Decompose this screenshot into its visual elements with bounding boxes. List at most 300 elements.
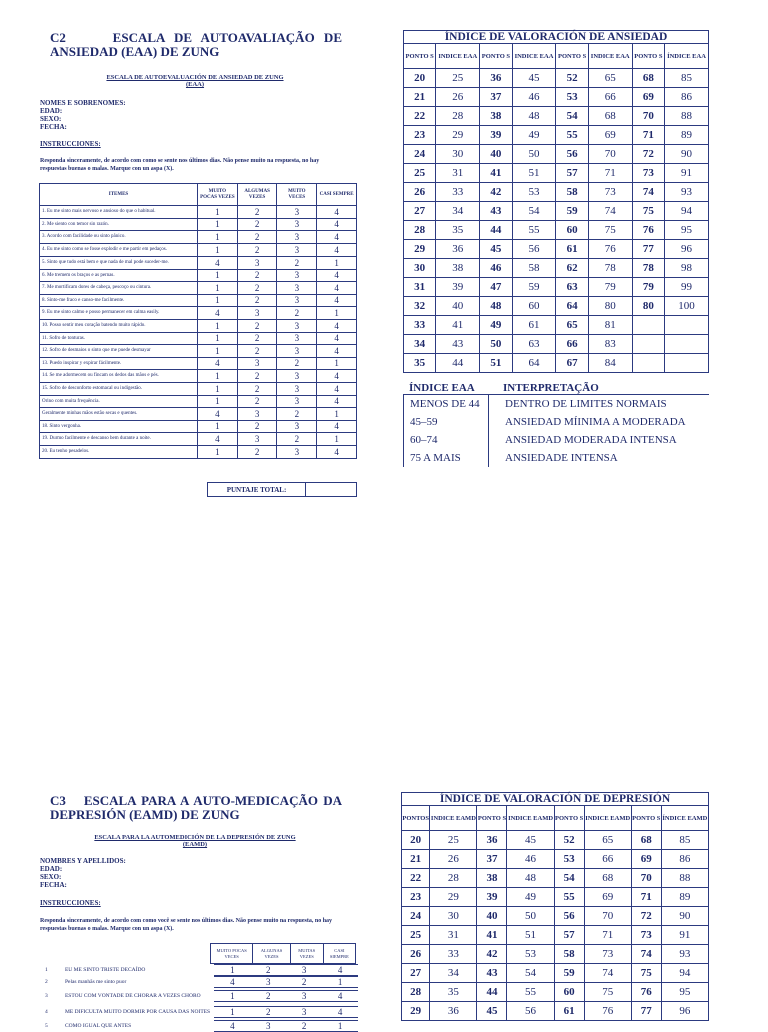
- item-number: 2: [45, 979, 48, 985]
- index-cell: 54: [512, 202, 556, 221]
- index-column-header: PONTOS: [402, 806, 430, 831]
- score-option[interactable]: 3: [277, 282, 317, 295]
- score-option[interactable]: 2: [237, 269, 277, 282]
- points-cell: 58: [556, 183, 588, 202]
- points-cell: [632, 316, 664, 335]
- index-cell: 35: [436, 221, 480, 240]
- points-cell: 22: [404, 107, 436, 126]
- item-text: Pelas manhãs me sinto puor: [64, 979, 127, 985]
- table-row: [404, 278, 709, 297]
- interp-text: ANSIEDAD MODERADA INTENSA: [505, 434, 677, 446]
- index-cell: 79: [588, 278, 632, 297]
- score-option[interactable]: 2: [237, 395, 277, 408]
- score-option[interactable]: 3: [277, 269, 317, 282]
- index-column-header: PONTO S: [477, 806, 507, 831]
- points-cell: 42: [477, 945, 507, 964]
- score-option[interactable]: 2: [237, 294, 277, 307]
- index-cell: 56: [507, 1002, 554, 1021]
- score-option[interactable]: 3: [277, 345, 317, 358]
- index-cell: 75: [588, 221, 632, 240]
- score-option[interactable]: 3: [286, 990, 322, 1002]
- table-row: [404, 69, 709, 88]
- score-option[interactable]: 2: [277, 307, 317, 320]
- points-cell: 35: [404, 354, 436, 373]
- item-text: 8. Sinto-me fraco e canso-me facilmente.: [40, 294, 198, 307]
- index-cell: 65: [584, 831, 631, 850]
- table-row: [404, 126, 709, 145]
- index-cell: 45: [512, 69, 556, 88]
- score-option[interactable]: 2: [237, 243, 277, 256]
- points-cell: 25: [402, 926, 430, 945]
- score-option[interactable]: 1: [197, 332, 237, 345]
- index-cell: 28: [430, 869, 477, 888]
- points-cell: 54: [554, 869, 584, 888]
- score-option[interactable]: 3: [277, 231, 317, 244]
- index-cell: 69: [584, 888, 631, 907]
- dep-index: [401, 792, 709, 1021]
- c3-header-some: ALGUNAS VEZES: [253, 944, 291, 964]
- c3-title-line2: DEPRESIÓN (EAMD) DE ZUNG: [50, 807, 240, 822]
- score-option[interactable]: 2: [237, 370, 277, 383]
- index-column-header: INDICE EAMD: [584, 806, 631, 831]
- table-row: [40, 332, 357, 345]
- list-item: [40, 964, 358, 976]
- table-row: [402, 983, 709, 1002]
- points-cell: 39: [480, 126, 512, 145]
- score-option[interactable]: 4: [214, 976, 250, 988]
- index-cell: 29: [436, 126, 480, 145]
- score-option[interactable]: 4: [322, 964, 358, 976]
- index-cell: 93: [664, 183, 708, 202]
- table-row: [40, 357, 357, 370]
- c3-field-sex: SEXO:: [40, 873, 62, 881]
- index-cell: 39: [436, 278, 480, 297]
- score-option[interactable]: 2: [237, 332, 277, 345]
- index-cell: 50: [512, 145, 556, 164]
- item-text: 13. Puedo inspirar y expirar fácilmente.: [40, 357, 198, 370]
- score-option[interactable]: 2: [237, 231, 277, 244]
- c3-header-few: MUITO POCAS VECES: [211, 944, 253, 964]
- score-option[interactable]: 4: [317, 269, 357, 282]
- points-cell: 28: [402, 983, 430, 1002]
- score-option[interactable]: 2: [277, 408, 317, 421]
- c3-header-table: [210, 943, 356, 964]
- points-cell: 53: [554, 850, 584, 869]
- score-option[interactable]: 2: [277, 433, 317, 446]
- c3-subtitle: [60, 834, 330, 848]
- points-cell: 49: [480, 316, 512, 335]
- points-cell: 71: [632, 126, 664, 145]
- list-item: [40, 1020, 358, 1032]
- score-option[interactable]: 1: [317, 256, 357, 269]
- points-cell: 71: [631, 888, 661, 907]
- score-option[interactable]: 4: [197, 357, 237, 370]
- table-row: [40, 383, 357, 396]
- table-row: [404, 202, 709, 221]
- index-cell: 93: [661, 945, 708, 964]
- item-text: Geralmente minhas mãos estão secas e quentes.: [40, 408, 198, 421]
- item-text: EU ME SINTO TRISTE DECAÍDO: [64, 967, 146, 973]
- score-option[interactable]: 4: [197, 433, 237, 446]
- score-option[interactable]: 1: [197, 320, 237, 333]
- points-cell: 26: [404, 183, 436, 202]
- c2-header-few: MUITO POCAS VEZES: [197, 184, 237, 206]
- index-cell: 83: [588, 335, 632, 354]
- item-text: 1. Eu me sinto mais nervoso e ansioso do que o habitual.: [40, 206, 198, 219]
- table-row: [40, 307, 357, 320]
- index-cell: 51: [507, 926, 554, 945]
- table-row: [404, 88, 709, 107]
- score-option[interactable]: 4: [317, 383, 357, 396]
- score-option[interactable]: 2: [237, 383, 277, 396]
- item-text: 7. Me mortificam dores de cabeça, pescoço ou cintura.: [40, 282, 198, 295]
- points-cell: 56: [556, 145, 588, 164]
- index-cell: 74: [584, 964, 631, 983]
- points-cell: 43: [480, 202, 512, 221]
- index-cell: 53: [507, 945, 554, 964]
- interp-range: 45–59: [404, 413, 489, 431]
- score-option[interactable]: 4: [197, 256, 237, 269]
- points-cell: 77: [632, 240, 664, 259]
- score-option[interactable]: 1: [197, 269, 237, 282]
- index-cell: 71: [588, 164, 632, 183]
- index-cell: 76: [584, 1002, 631, 1021]
- score-option[interactable]: 2: [237, 282, 277, 295]
- points-cell: 52: [554, 831, 584, 850]
- index-cell: 66: [584, 850, 631, 869]
- score-option[interactable]: 3: [237, 408, 277, 421]
- points-cell: 31: [404, 278, 436, 297]
- score-option[interactable]: 1: [197, 345, 237, 358]
- table-row: [40, 256, 357, 269]
- c3-header-always: CASI SIEMPRE: [323, 944, 355, 964]
- index-cell: 75: [584, 983, 631, 1002]
- score-option[interactable]: 1: [322, 976, 358, 988]
- table-row: [404, 164, 709, 183]
- index-cell: 80: [588, 297, 632, 316]
- index-cell: 46: [507, 850, 554, 869]
- item-text: 4. Eu me sinto como se fosse explodir e me partir em pedaços.: [40, 243, 198, 256]
- score-option[interactable]: 2: [286, 976, 322, 988]
- index-cell: 33: [430, 945, 477, 964]
- points-cell: 53: [556, 88, 588, 107]
- score-option[interactable]: 3: [277, 294, 317, 307]
- points-cell: 73: [632, 164, 664, 183]
- score-option[interactable]: 1: [197, 383, 237, 396]
- index-cell: 89: [661, 888, 708, 907]
- c2-instructions-heading: INSTRUCCIONES:: [40, 140, 101, 148]
- points-cell: 70: [632, 107, 664, 126]
- table-row: [40, 370, 357, 383]
- interp-range: MENOS DE 44: [404, 395, 489, 413]
- interp-text: ANSIEDAD MÍINIMA A MODERADA: [505, 416, 686, 428]
- points-cell: 47: [480, 278, 512, 297]
- index-cell: 30: [436, 145, 480, 164]
- score-option[interactable]: 3: [277, 218, 317, 231]
- score-option[interactable]: 1: [197, 231, 237, 244]
- index-cell: 43: [436, 335, 480, 354]
- points-cell: 23: [402, 888, 430, 907]
- c3-field-date: FECHA:: [40, 881, 67, 889]
- item-number: 5: [45, 1023, 48, 1029]
- score-option[interactable]: 3: [250, 976, 286, 988]
- points-cell: 25: [404, 164, 436, 183]
- score-option[interactable]: 4: [317, 420, 357, 433]
- score-option[interactable]: 1: [197, 206, 237, 219]
- points-cell: 78: [632, 259, 664, 278]
- points-cell: 58: [554, 945, 584, 964]
- score-option[interactable]: 3: [277, 332, 317, 345]
- score-option[interactable]: 4: [322, 990, 358, 1002]
- index-column-header: PONTO S: [480, 44, 512, 69]
- c3-items: [40, 964, 358, 1032]
- score-option[interactable]: 1: [214, 964, 250, 976]
- index-cell: 81: [588, 316, 632, 335]
- score-option[interactable]: 1: [197, 218, 237, 231]
- points-cell: 22: [402, 869, 430, 888]
- points-cell: 45: [480, 240, 512, 259]
- points-cell: 60: [554, 983, 584, 1002]
- score-option[interactable]: 1: [197, 395, 237, 408]
- points-cell: 36: [480, 69, 512, 88]
- item-text: 3. Acordo com facilidade ou sinto pânico.: [40, 231, 198, 244]
- points-cell: 59: [554, 964, 584, 983]
- score-option[interactable]: 4: [214, 1020, 250, 1032]
- list-item: [40, 976, 358, 988]
- score-option[interactable]: 3: [277, 370, 317, 383]
- c2-total-table: [207, 482, 357, 497]
- index-cell: 96: [661, 1002, 708, 1021]
- c3-subtitle-line2: (EAMD): [182, 841, 208, 848]
- score-option[interactable]: 1: [197, 370, 237, 383]
- points-cell: 76: [632, 221, 664, 240]
- points-cell: 38: [477, 869, 507, 888]
- points-cell: 55: [554, 888, 584, 907]
- score-option[interactable]: 3: [237, 307, 277, 320]
- c3-field-name: NOMBRES Y APELLIDOS:: [40, 857, 126, 865]
- table-row: [402, 945, 709, 964]
- score-option[interactable]: 1: [317, 307, 357, 320]
- c2-title-line2: ANSIEDAD (EAA) DE ZUNG: [50, 44, 220, 59]
- index-cell: 35: [430, 983, 477, 1002]
- score-option[interactable]: 1: [197, 243, 237, 256]
- points-cell: 21: [402, 850, 430, 869]
- points-cell: 68: [631, 831, 661, 850]
- score-option[interactable]: 2: [237, 320, 277, 333]
- score-option[interactable]: 1: [197, 420, 237, 433]
- score-option[interactable]: 2: [237, 345, 277, 358]
- index-column-header: INDICE EAA: [588, 44, 632, 69]
- points-cell: 62: [556, 259, 588, 278]
- score-option[interactable]: 2: [250, 964, 286, 976]
- points-cell: 42: [480, 183, 512, 202]
- index-column-header: INDICE EAA: [512, 44, 556, 69]
- score-option[interactable]: 3: [277, 243, 317, 256]
- c2-field-date: FECHA:: [40, 123, 67, 131]
- points-cell: 44: [480, 221, 512, 240]
- index-cell: 71: [584, 926, 631, 945]
- index-cell: 60: [512, 297, 556, 316]
- points-cell: 55: [556, 126, 588, 145]
- score-option[interactable]: 1: [317, 433, 357, 446]
- interp-row: [403, 431, 709, 449]
- table-row: [40, 420, 357, 433]
- points-cell: 72: [631, 907, 661, 926]
- score-option[interactable]: 4: [317, 218, 357, 231]
- score-option[interactable]: 3: [277, 206, 317, 219]
- points-cell: 77: [631, 1002, 661, 1021]
- score-option[interactable]: 2: [250, 990, 286, 1002]
- index-cell: 70: [588, 145, 632, 164]
- score-option[interactable]: 4: [197, 408, 237, 421]
- index-cell: 94: [664, 202, 708, 221]
- index-cell: 73: [584, 945, 631, 964]
- score-option[interactable]: 4: [317, 446, 357, 459]
- table-row: [404, 316, 709, 335]
- index-cell: 46: [512, 88, 556, 107]
- score-option[interactable]: 4: [317, 320, 357, 333]
- score-option[interactable]: 1: [317, 408, 357, 421]
- points-cell: 72: [632, 145, 664, 164]
- index-cell: 45: [507, 831, 554, 850]
- index-column-header: PONTO S: [631, 806, 661, 831]
- score-option[interactable]: 4: [322, 1006, 358, 1018]
- score-option[interactable]: 4: [317, 345, 357, 358]
- table-row: [40, 231, 357, 244]
- item-text: 19. Durmo facilmente e descanso bem durante a noite.: [40, 433, 198, 446]
- points-cell: 43: [477, 964, 507, 983]
- score-option[interactable]: 3: [277, 383, 317, 396]
- score-option[interactable]: 4: [317, 370, 357, 383]
- index-cell: 53: [512, 183, 556, 202]
- score-option[interactable]: 2: [237, 218, 277, 231]
- points-cell: 20: [402, 831, 430, 850]
- score-option[interactable]: 3: [277, 395, 317, 408]
- index-cell: 61: [512, 316, 556, 335]
- score-option[interactable]: 2: [250, 1006, 286, 1018]
- table-row: [404, 297, 709, 316]
- points-cell: 41: [480, 164, 512, 183]
- anx-index-table: [403, 43, 709, 373]
- index-cell: 94: [661, 964, 708, 983]
- score-option[interactable]: 1: [322, 1020, 358, 1032]
- index-cell: 96: [664, 240, 708, 259]
- interp-header-text: INTERPRETAÇÃO: [503, 382, 599, 394]
- score-option[interactable]: 3: [277, 320, 317, 333]
- table-row: [40, 206, 357, 219]
- index-column-header: PONTO S: [404, 44, 436, 69]
- score-option[interactable]: 1: [214, 1006, 250, 1018]
- c2-title-code: C2: [50, 30, 66, 45]
- index-cell: 88: [664, 107, 708, 126]
- index-cell: 26: [430, 850, 477, 869]
- points-cell: 37: [480, 88, 512, 107]
- score-option[interactable]: 4: [317, 395, 357, 408]
- score-option[interactable]: 3: [277, 420, 317, 433]
- index-cell: 66: [588, 88, 632, 107]
- index-cell: 70: [584, 907, 631, 926]
- score-option[interactable]: 4: [317, 206, 357, 219]
- score-option[interactable]: 4: [317, 243, 357, 256]
- index-cell: 76: [588, 240, 632, 259]
- c2-total-field[interactable]: [306, 483, 357, 497]
- table-row: [404, 259, 709, 278]
- score-option[interactable]: 4: [317, 294, 357, 307]
- c3-title-code: C3: [50, 793, 66, 808]
- score-option[interactable]: 2: [237, 420, 277, 433]
- score-option[interactable]: 2: [277, 256, 317, 269]
- interp-row: [403, 449, 709, 467]
- score-option[interactable]: 2: [286, 1020, 322, 1032]
- score-option[interactable]: 2: [237, 206, 277, 219]
- index-cell: [664, 354, 708, 373]
- index-cell: 69: [588, 126, 632, 145]
- table-row: [40, 320, 357, 333]
- points-cell: 59: [556, 202, 588, 221]
- table-row: [40, 408, 357, 421]
- index-cell: 34: [430, 964, 477, 983]
- anx-interpretation: [403, 382, 709, 467]
- item-text: Orino com muita frequência.: [40, 395, 198, 408]
- score-option[interactable]: 4: [317, 231, 357, 244]
- score-option[interactable]: 2: [237, 446, 277, 459]
- points-cell: [632, 335, 664, 354]
- index-cell: 25: [436, 69, 480, 88]
- score-option[interactable]: 3: [250, 1020, 286, 1032]
- points-cell: 67: [556, 354, 588, 373]
- table-row: [40, 345, 357, 358]
- score-option[interactable]: 1: [197, 446, 237, 459]
- points-cell: 75: [632, 202, 664, 221]
- score-option[interactable]: 1: [317, 357, 357, 370]
- c2-header-items: ITEMES: [40, 184, 198, 206]
- points-cell: 40: [480, 145, 512, 164]
- index-cell: 65: [588, 69, 632, 88]
- table-row: [404, 240, 709, 259]
- score-option[interactable]: 3: [237, 256, 277, 269]
- points-cell: 74: [631, 945, 661, 964]
- score-option[interactable]: 1: [197, 282, 237, 295]
- points-cell: 37: [477, 850, 507, 869]
- score-option[interactable]: 3: [286, 1006, 322, 1018]
- item-number: 3: [45, 993, 48, 999]
- index-cell: 78: [588, 259, 632, 278]
- index-cell: 98: [664, 259, 708, 278]
- score-option[interactable]: 4: [317, 282, 357, 295]
- score-option[interactable]: 1: [214, 990, 250, 1002]
- interp-range: 75 A MAIS: [404, 449, 489, 467]
- points-cell: 73: [631, 926, 661, 945]
- score-option[interactable]: 4: [197, 307, 237, 320]
- score-option[interactable]: 3: [277, 446, 317, 459]
- score-option[interactable]: 3: [286, 964, 322, 976]
- score-option[interactable]: 4: [317, 332, 357, 345]
- index-cell: 86: [664, 88, 708, 107]
- points-cell: 60: [556, 221, 588, 240]
- index-cell: 41: [436, 316, 480, 335]
- points-cell: 32: [404, 297, 436, 316]
- score-option[interactable]: 2: [277, 357, 317, 370]
- points-cell: 24: [402, 907, 430, 926]
- c2-items-table: [39, 183, 357, 459]
- score-option[interactable]: 3: [237, 357, 277, 370]
- score-option[interactable]: 1: [197, 294, 237, 307]
- score-option[interactable]: 3: [237, 433, 277, 446]
- points-cell: 64: [556, 297, 588, 316]
- table-row: [40, 395, 357, 408]
- points-cell: 56: [554, 907, 584, 926]
- points-cell: 63: [556, 278, 588, 297]
